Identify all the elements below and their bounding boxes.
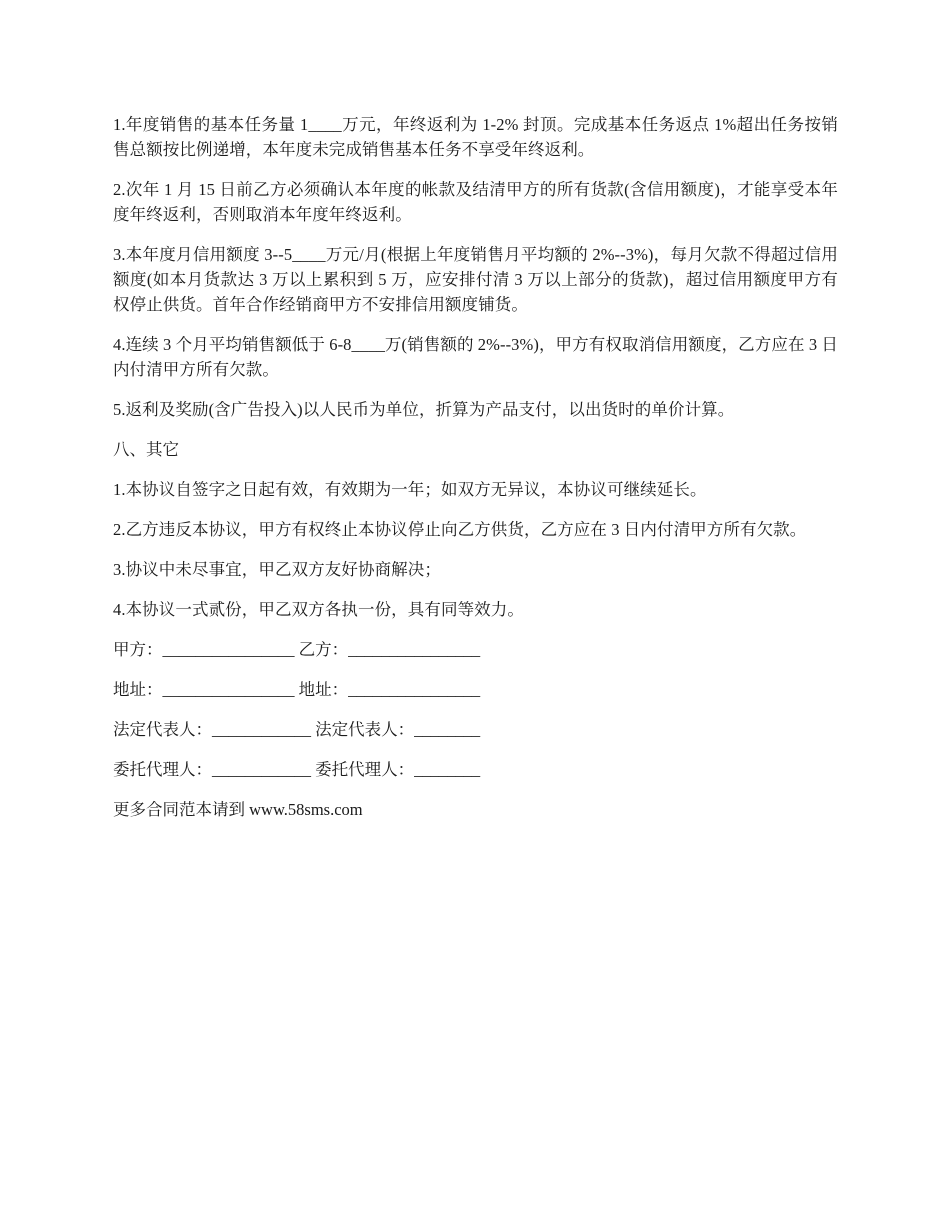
clause-paragraph: 1.本协议自签字之日起有效，有效期为一年；如双方无异议，本协议可继续延长。 [113, 480, 707, 499]
clause-paragraph: 2.乙方违反本协议，甲方有权终止本协议停止向乙方供货，乙方应在 3 日内付清甲方所有欠款。 [113, 520, 807, 539]
clause-paragraph: 4.本协议一式贰份，甲乙双方各执一份，具有同等效力。 [113, 600, 524, 619]
footer-note: 更多合同范本请到 www.58sms.com [113, 800, 363, 819]
clause-paragraph: 5.返利及奖励(含广告投入)以人民币为单位，折算为产品支付，以出货时的单价计算。 [113, 400, 735, 419]
signature-row-party: 甲方：________________ 乙方：________________ [113, 640, 481, 659]
clause-paragraph: 1.年度销售的基本任务量 1____万元，年终返利为 1-2% 封顶。完成基本任务返点 1%超出任务按销售总额按比例递增，本年度未完成销售基本任务不享受年终返利。 [113, 115, 838, 159]
section-heading: 八、其它 [113, 440, 179, 459]
signature-row-legal-rep: 法定代表人：____________ 法定代表人：________ [113, 720, 481, 739]
signature-row-agent: 委托代理人：____________ 委托代理人：________ [113, 760, 481, 779]
clause-paragraph: 3.本年度月信用额度 3--5____万元/月(根据上年度销售月平均额的 2%--3%)，每月欠款不得超过信用额度(如本月货款达 3 万以上累积到 5 万，应安排付清 3 万以上部分的货款)，超过信用额度甲方有权停止供货。首年合作经销商甲方不安排信用额度铺货。 [113, 245, 838, 314]
signature-row-address: 地址：________________ 地址：________________ [113, 680, 481, 699]
clause-paragraph: 3.协议中未尽事宜，甲乙双方友好协商解决； [113, 560, 441, 579]
document-page [113, 112, 838, 822]
clause-paragraph: 2.次年 1 月 15 日前乙方必须确认本年度的帐款及结清甲方的所有货款(含信用额度)，才能享受本年度年终返利，否则取消本年度年终返利。 [113, 180, 838, 224]
clause-paragraph: 4.连续 3 个月平均销售额低于 6-8____万(销售额的 2%--3%)，甲方有权取消信用额度，乙方应在 3 日内付清甲方所有欠款。 [113, 335, 838, 379]
